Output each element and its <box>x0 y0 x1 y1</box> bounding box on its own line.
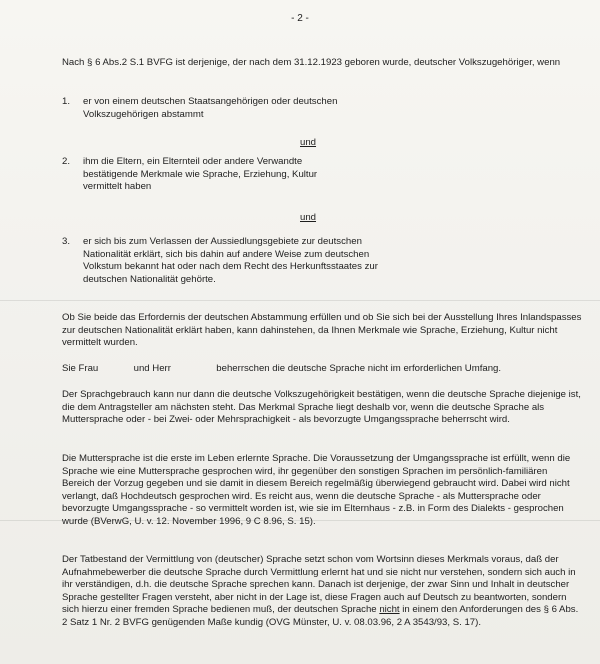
paragraph-sprachgebrauch: Der Sprachgebrauch kann nur dann die deutsche Volkszugehörigkeit bestätigen, wenn die deutsche Sprache diejenige ist, die dem Antragsteller am nächsten steht. Das Merkmal Sprache liegt deshalb vor, wenn die deutsche Sprache als Muttersprache oder - bei Zwei- oder Mehrsprachigkeit - als bevorzugte Umgangssprache beherrscht wird. <box>62 389 581 426</box>
und-connector-2: und <box>300 212 317 223</box>
paragraph-abstammung: Ob Sie beide das Erfordernis der deutschen Abstammung erfüllen und ob Sie sich bei der Ausstellung Ihres Inlandspasses zur deutschen Nationalität erklärt haben, kann dahinstehen, da Ihnen Merkmale wie Sprache, Erziehung, Kultur nicht vermittelt wurden. <box>62 312 582 349</box>
paper-fold-line <box>0 300 600 301</box>
paragraph-tatbestand <box>62 554 582 630</box>
condition-3-number: 3. <box>62 236 71 247</box>
tatbestand-text-1: Der Tatbestand der Vermittlung von (deutscher) Sprache setzt schon vom Wortsinn dieses Merkmals voraus, daß der Aufnahmebewerber die deutsche Sprache durch Vermittlung erlernt hat und sie nicht nur verstehen, sondern sich auch in ihr verständigen, d.h. die deutsche Sprache sprechen kann. Danach ist derjenige, der zwar Sinn und Inhalt in deutscher Sprache gestellter Fragen versteht, aber nicht in der Lage ist, diese Fragen auch auf Deutsch zu beantworten, sondern sich hierzu einer fremden Sprache bedienen muß, der deutschen Sprache <box>62 554 576 616</box>
herr-label: und Herr <box>133 363 171 374</box>
frau-herr-statement: beherrschen die deutsche Sprache nicht im erforderlichen Umfang. <box>216 363 502 374</box>
condition-1-number: 1. <box>62 96 71 107</box>
tatbestand-emphasis: nicht <box>379 604 400 616</box>
intro-paragraph: Nach § 6 Abs.2 S.1 BVFG ist derjenige, der nach dem 31.12.1923 geboren wurde, deutscher Volkszugehöriger, wenn <box>62 57 561 68</box>
condition-2-number: 2. <box>62 156 71 167</box>
condition-2-text: ihm die Eltern, ein Elternteil oder andere Verwandte bestätigende Merkmale wie Sprache, Erziehung, Kultur vermittelt haben <box>83 156 318 193</box>
frau-label: Sie Frau <box>62 363 99 374</box>
tatbestand-text-2: in einem den Anforderungen des § 6 Abs. 2 Satz 1 Nr. 2 BVFG genügenden Maße kundig (OVG Münster, U. v. 08.03.96, 2 A 3543/93, S. 17). <box>62 604 579 628</box>
paragraph-sprache-umfang <box>62 363 582 376</box>
condition-3-text: er sich bis zum Verlassen der Aussiedlungsgebiete zur deutschen Nationalität erklärt, sich bis dahin auf andere Weise zum deutschen Volkstum bekannt hat oder nach dem Recht des Herkunftsstaates zur deutschen Nationalität gehörte. <box>83 236 378 285</box>
und-connector-1: und <box>300 137 317 148</box>
paragraph-muttersprache: Die Muttersprache ist die erste im Leben erlernte Sprache. Die Voraussetzung der Umgangssprache ist erfüllt, wenn die Sprache wie eine Muttersprache gesprochen wird, ihr gegenüber den sonstigen Sprachen im persönlich-familiären Bereich der Vorzug gegeben und sie damit in diesem Bereich regelmäßig überwiegend gebraucht wird. Dabei wird nicht verlangt, daß Hochdeutsch gesprochen wird. Es reicht aus, wenn die deutsche Sprache - als Muttersprache oder bevorzugte Umgangssprache - so vermittelt worden ist, wie sie im Elternhaus - z.B. in Form des Dialekts - gesprochen wurde (BVerwG, U. v. 12. November 1996, 9 C 8.96, S. 15). <box>62 453 571 527</box>
page-number: - 2 - <box>291 13 309 24</box>
condition-1-text: er von einem deutschen Staatsangehörigen oder deutschen Volkszugehörigen abstammt <box>83 96 338 120</box>
